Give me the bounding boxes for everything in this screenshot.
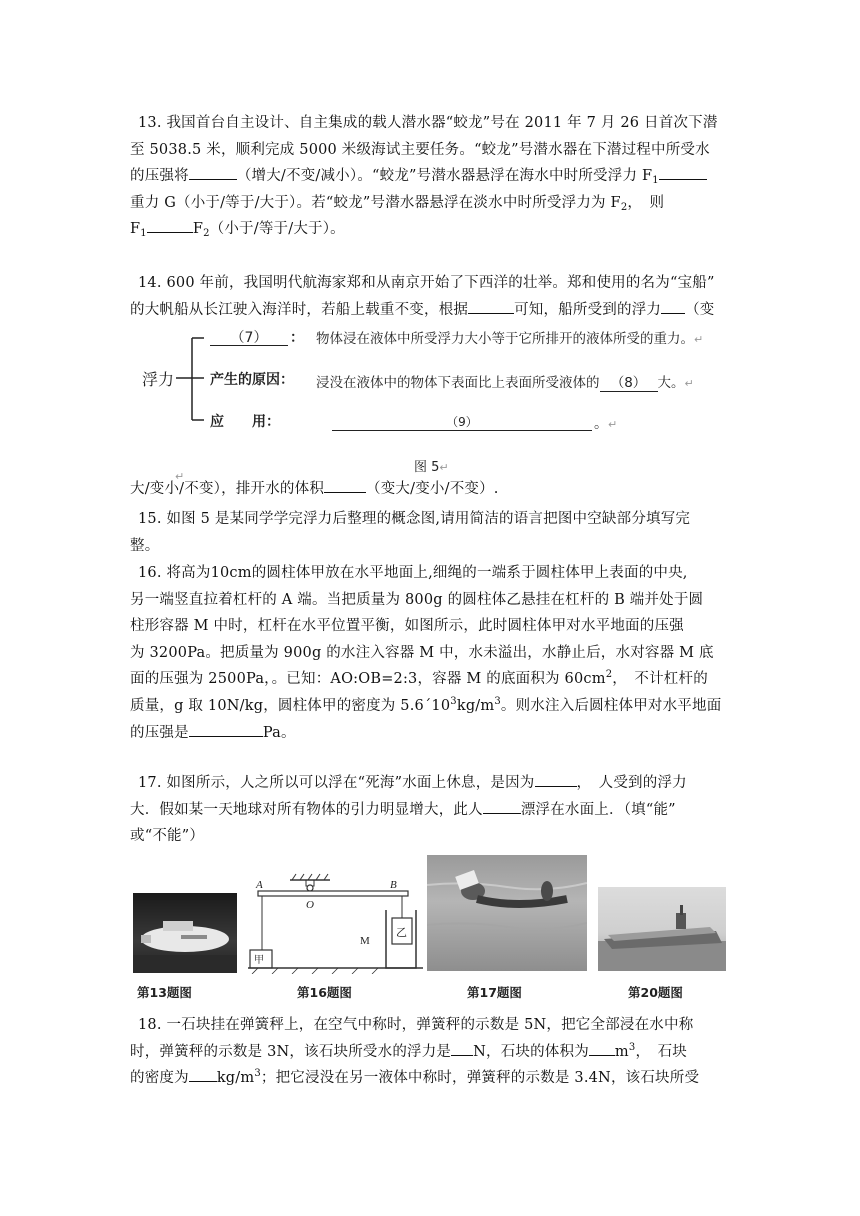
block-label-jia: 甲: [254, 955, 264, 966]
q15-line1: 15. 如图 5 是某同学学完浮力后整理的概念图,请用简洁的语言把图中空缺部分填写完: [138, 511, 691, 527]
figure-20-caption: 第20题图: [628, 985, 683, 1000]
q18-line1: 18. 一石块挂在弹簧秤上，在空气中称时，弹簧秤的示数是 5N，把它全部浸在水中称: [138, 1017, 694, 1033]
q17-line3: 或“不能”）: [130, 828, 205, 845]
question-14-continued: [130, 476, 730, 503]
figure-13-caption: 第13题图: [137, 985, 192, 1000]
q15-line2: 整。: [130, 537, 160, 554]
lever-label-b: B: [390, 879, 397, 891]
q13-line2: 至 5038.5 米，顺利完成 5000 米级海试主要任务。“蛟龙”号潜水器在下潜过程中所受水: [130, 141, 710, 158]
question-16: [130, 560, 730, 746]
figure-17-caption: 第17题图: [467, 985, 522, 1000]
q18-line2: 时，弹簧秤的示数是 3N，该石块所受水的浮力是 N，石块的体积为 $m^3$， 石块: [130, 1041, 687, 1060]
question-14: [130, 270, 730, 323]
q16-line4: 为 3200Pa。把质量为 900g 的水注入容器 M 中，水未溢出，水静止后，水对容器 M 底: [130, 644, 714, 661]
question-17: [130, 770, 730, 850]
q18-line3: 的密度为 $kg/m^3$；把它浸没在另一液体中称时，弹簧秤的示数是 3.4N，该石块所受: [130, 1068, 700, 1087]
submersible-image: [133, 893, 237, 973]
carrier-image: [598, 887, 726, 971]
lever-label-o: O: [306, 899, 314, 911]
lever-diagram: [248, 858, 423, 974]
concept-map-application-label: 应 用：: [210, 414, 280, 430]
q18-blank-3[interactable]: [189, 1067, 217, 1082]
q14-line1: 14. 600 年前，我国明代航海家郑和从南京开始了下西洋的壮举。郑和使用的名为“宝船”: [138, 275, 715, 291]
q13-blank-1[interactable]: [189, 165, 237, 180]
question-15: [130, 506, 730, 559]
q17-line2: 大．假如某一天地球对所有物体的引力明显增大，此人 漂浮在水面上．（填“能”: [130, 797, 730, 824]
q17-line1: 17. 如图所示，人之所以可以浮在“死海”水面上休息，是因为 ， 人受到的浮力: [130, 770, 730, 797]
stray-return-mark: ↵: [175, 470, 185, 483]
q14-blank-3[interactable]: [324, 478, 366, 493]
q13-blank-2[interactable]: [659, 165, 707, 180]
figure-16-caption: 第16题图: [297, 985, 352, 1000]
concept-map-end: 。↵: [594, 416, 618, 432]
block-label-yi: 乙: [396, 926, 407, 939]
figure-13-submersible-photo: [133, 893, 237, 973]
concept-map-root: 浮力: [142, 370, 175, 389]
figure-5-caption: 图 5↵: [414, 460, 449, 475]
container-label-m: M: [360, 935, 370, 947]
q16-line6: 质量，g 取 10N/kg，圆柱体甲的密度为 $5.6´10^3kg/m^3$。则水注入后圆柱体甲对水平地面: [130, 695, 722, 714]
question-13: [130, 110, 730, 243]
q17-blank-1[interactable]: [535, 772, 577, 787]
figure-16-lever-diagram: [248, 858, 423, 974]
q13-line5: $F_1$ $F_2$（小于/等于/大于）。: [130, 216, 730, 243]
q16-blank[interactable]: [189, 722, 263, 737]
question-18: [130, 1012, 730, 1092]
q16-line2: 另一端竖直拉着杠杆的 A 端。当把质量为 800g 的圆柱体乙悬挂在杠杆的 B 端并处于圆: [130, 591, 704, 608]
concept-map-blank-8[interactable]: （8）: [600, 371, 658, 392]
figure-17-dead-sea-photo: [427, 855, 587, 971]
q18-blank-1[interactable]: [451, 1041, 473, 1056]
q13-line1: 13. 我国首台自主设计、自主集成的载人潜水器“蛟龙”号在 2011 年 7 月 26 日首次下潜: [138, 115, 718, 131]
q14-blank-1[interactable]: [468, 299, 514, 314]
q16-line3: 柱形容器 M 中时，杠杆在水平位置平衡，如图所示，此时圆柱体甲对水平地面的压强: [130, 618, 684, 635]
q17-blank-2[interactable]: [483, 799, 521, 814]
concept-map-definition: 物体浸在液体中所受浮力大小等于它所排开的液体所受的重力。↵: [316, 331, 704, 347]
q18-blank-2[interactable]: [589, 1041, 615, 1056]
q13-blank-3[interactable]: [147, 218, 193, 233]
concept-map-blank-9[interactable]: （9）: [332, 413, 592, 431]
concept-map-cause-label: 产生的原因：: [210, 372, 294, 388]
q14-line2: 的大帆船从长江驶入海洋时，若船上载重不变，根据 可知，船所受到的浮力 （变: [130, 297, 730, 324]
concept-map-colon: ：: [290, 330, 304, 346]
concept-map-blank-7[interactable]: （7）: [210, 327, 288, 346]
q13-line4: 重力 G（小于/等于/大于）。若“蛟龙”号潜水器悬浮在淡水中时所受浮力为 $F_2$， 则: [130, 194, 665, 213]
q14-blank-2[interactable]: [661, 299, 685, 314]
q13-line3: 的压强将 （增大/不变/减小）。“蛟龙”号潜水器悬浮在海水中时所受浮力 $F_1$: [130, 163, 730, 190]
concept-map-cause: 浸没在液体中的物体下表面比上表面所受液体的 （8） 大。↵: [316, 371, 694, 392]
q16-line7: 的压强是 Pa。: [130, 720, 730, 747]
figure-20-carrier-photo: [598, 887, 726, 971]
lever-label-a: A: [256, 879, 263, 891]
floating-person-image: [427, 855, 587, 971]
q16-line1: 16. 将高为10cm的圆柱体甲放在水平地面上,细绳的一端系于圆柱体甲上表面的中央,: [138, 565, 688, 581]
q16-line5: 面的压强为 2500Pa，。已知：AO:OB=2:3，容器 M 的底面积为 $60cm^2$， 不计杠杆的: [130, 669, 708, 688]
q14-line3: 大/变小/不变），排开水的体积 （变大/变小/不变）.: [130, 476, 730, 503]
